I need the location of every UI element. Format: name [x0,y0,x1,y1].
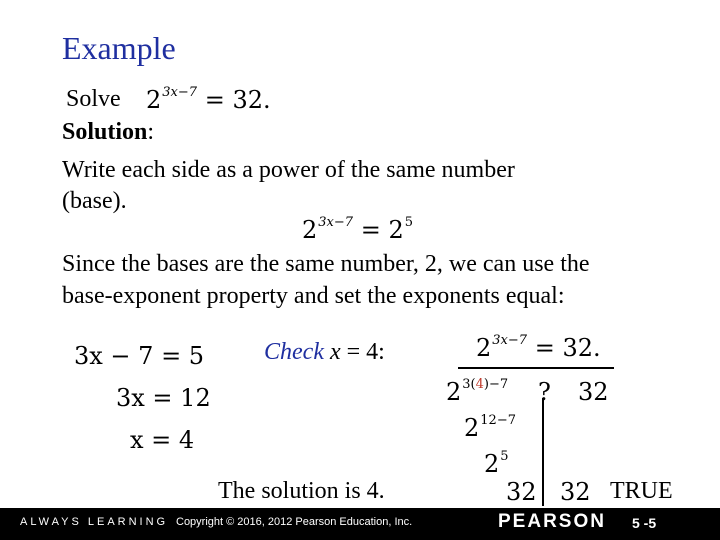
check-divider [542,398,544,506]
footer-copyright: Copyright © 2016, 2012 Pearson Education, Inc. [176,516,413,528]
since-line-2: base-exponent property and set the exponents equal: [62,283,565,309]
solve-label: Solve [66,86,121,112]
problem-equation: $2^{3x-7} = 32$. [146,85,271,114]
write-line-2: (base). [62,188,127,214]
check-question-mark: ? [538,378,551,406]
check-underline [458,367,614,369]
check-simplify-step: $2^{12-7}$ [464,413,516,442]
check-substitution: $2^{3(4)-7}$ [446,377,509,406]
step-equation-3: x = 4 [130,426,195,454]
conclusion-text: The solution is 4. [218,478,385,504]
check-original-equation: $2^{3x-7} = 32$. [476,333,601,362]
check-right-result: 32 [560,478,591,506]
since-line-1: Since the bases are the same number, 2, we can use the [62,251,590,277]
step-equation-2: 3x = 12 [116,384,211,412]
slide-title: Example [62,30,176,66]
check-power-step: $2^5$ [484,449,509,478]
check-left-result: 32 [506,478,537,506]
solution-heading: Solution: [62,119,155,145]
check-right-value: 32 [578,378,609,406]
same-base-equation: $2^{3x-7} = 2^5$ [302,215,414,244]
check-true-label: TRUE [610,478,673,504]
pearson-logo: PEARSON [498,511,606,532]
slide-number: 5 -5 [632,515,657,531]
step-equation-1: 3x − 7 = 5 [74,342,205,370]
write-line-1: Write each side as a power of the same number [62,157,515,183]
footer-tagline: ALWAYS LEARNING [20,516,169,528]
check-label: Check x = 4: [264,339,385,365]
